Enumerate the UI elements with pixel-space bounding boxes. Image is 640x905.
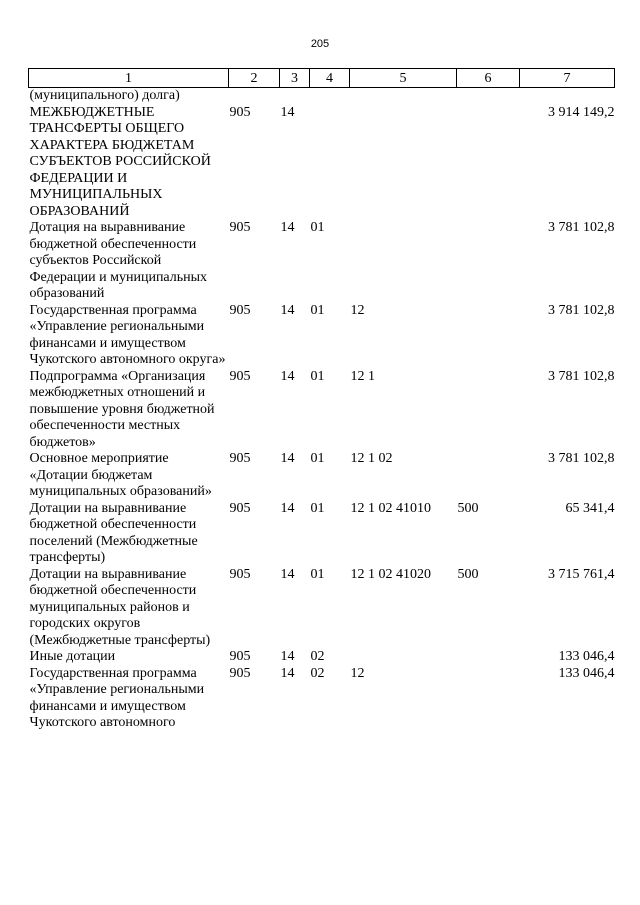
row-target-article: 12 1 02 41010 [350,500,431,516]
row-target-article [350,649,457,666]
row-name: МЕЖБЮДЖЕТНЫЕ ТРАНСФЕРТЫ ОБЩЕГО ХАРАКТЕРА БЮДЖЕТАМ СУБЪЕКТОВ РОССИЙСКОЙ ФЕДЕРАЦИИ И МУНИЦИПАЛЬНЫХ ОБРАЗОВАНИЙ [29,104,211,219]
row-amount: 3 781 102,8 [548,302,615,318]
row-subsection-code: 02 [310,665,325,681]
row-amount: 3 781 102,8 [548,220,615,235]
table-body [29,88,615,732]
table-row [29,105,615,221]
row-expense-type [457,451,520,501]
row-name: Подпрограмма «Организация межбюджетных отношений и повышение уровня бюджетной обеспеченности местных бюджетов» [29,368,215,450]
row-grbs-code: 905 [229,368,251,384]
row-amount: 133 046,4 [558,649,615,664]
table-row [29,303,615,369]
row-section-code: 14 [280,220,295,235]
row-name: Государственная программа «Управление региональными финансами и имуществом Чукотского автономного [29,665,205,730]
header-col-1: 1 [29,69,229,88]
row-expense-type [457,369,520,452]
row-grbs-code: 905 [229,220,251,235]
row-amount: 3 781 102,8 [548,368,615,384]
budget-table [28,68,615,732]
table-row [29,649,615,666]
row-subsection-code [310,105,350,221]
row-grbs-code: 905 [229,665,251,681]
row-amount: 3 781 102,8 [548,451,615,466]
page-number: 205 [310,38,330,50]
row-amount [520,88,615,105]
row-expense-type: 500 [457,566,479,582]
row-section-code: 14 [280,302,295,318]
row-name: Дотации на выравнивание бюджетной обеспеченности поселений (Межбюджетные трансферты) [29,500,198,565]
row-target-article: 12 1 02 [350,451,393,466]
row-subsection-code: 01 [310,566,325,582]
row-expense-type: 500 [457,500,479,516]
table-row [29,567,615,650]
row-target-article: 12 [350,302,365,318]
table-row [29,369,615,452]
row-section-code: 14 [280,665,295,681]
header-col-6: 6 [457,69,520,88]
row-grbs-code: 905 [229,104,251,120]
row-name: (муниципального) долга) [29,88,180,103]
row-section-code: 14 [280,104,295,120]
row-expense-type [457,303,520,369]
row-name: Иные дотации [29,649,116,664]
header-col-4: 4 [310,69,350,88]
row-name: Основное мероприятие «Дотации бюджетам муниципальных образований» [29,451,212,499]
table-row [29,88,615,105]
row-section-code [280,88,310,105]
table-row [29,220,615,303]
row-section-code: 14 [280,368,295,384]
row-subsection-code [310,88,350,105]
row-name: Дотация на выравнивание бюджетной обеспеченности субъектов Российской Федерации и муниципальных образований [29,220,208,301]
row-subsection-code: 01 [310,368,325,384]
header-col-2: 2 [229,69,280,88]
table-header-row [29,69,615,88]
row-name: Дотации на выравнивание бюджетной обеспеченности муниципальных районов и городских округов (Межбюджетные трансферты) [29,566,211,648]
row-grbs-code: 905 [229,500,251,516]
row-expense-type [457,649,520,666]
row-amount: 3 715 761,4 [548,566,615,582]
header-col-7: 7 [520,69,615,88]
row-target-article [350,220,457,303]
table-row [29,666,615,732]
row-expense-type [457,666,520,732]
row-expense-type [457,105,520,221]
row-expense-type [457,220,520,303]
row-target-article: 12 1 02 41020 [350,566,431,582]
row-amount: 133 046,4 [558,665,615,681]
row-target-article [350,105,457,221]
row-subsection-code: 01 [310,451,325,466]
row-target-article [350,88,457,105]
row-section-code: 14 [280,649,295,664]
header-col-3: 3 [280,69,310,88]
row-amount: 65 341,4 [565,500,615,516]
row-amount: 3 914 149,2 [548,104,615,120]
row-section-code: 14 [280,566,295,582]
row-subsection-code: 02 [310,649,325,664]
row-subsection-code: 01 [310,500,325,516]
row-grbs-code [229,88,280,105]
table-row [29,501,615,567]
row-expense-type [457,88,520,105]
row-target-article: 12 1 [350,368,375,384]
row-grbs-code: 905 [229,451,251,466]
row-grbs-code: 905 [229,649,251,664]
row-name: Государственная программа «Управление региональными финансами и имуществом Чукотского автономного округа» [29,302,226,367]
row-subsection-code: 01 [310,302,325,318]
row-section-code: 14 [280,500,295,516]
table-row [29,451,615,501]
row-subsection-code: 01 [310,220,325,235]
row-target-article: 12 [350,665,365,681]
row-grbs-code: 905 [229,302,251,318]
header-col-5: 5 [350,69,457,88]
row-grbs-code: 905 [229,566,251,582]
row-section-code: 14 [280,451,295,466]
